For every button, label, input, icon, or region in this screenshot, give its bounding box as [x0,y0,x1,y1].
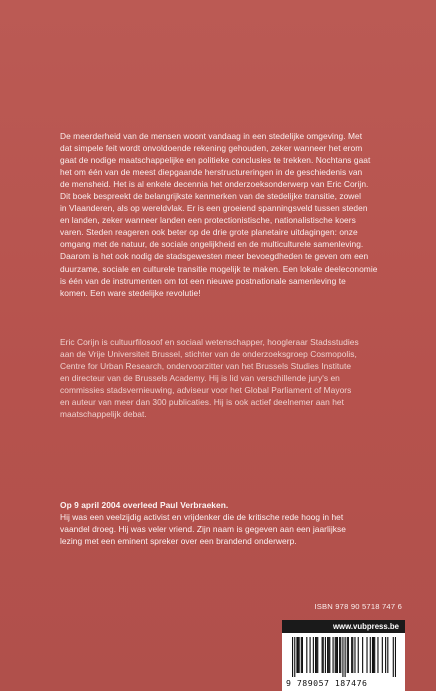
barcode-bar [362,637,363,673]
memorial-heading: Op 9 april 2004 overleed Paul Verbraeken. [60,500,229,510]
barcode-bar [395,637,396,677]
barcode-bar [373,637,374,673]
barcode-bar [317,637,318,673]
intro-line: het om één van de meest diepgaande herstructureringen in de geschiedenis van [60,167,363,178]
barcode-bars [292,637,396,677]
barcode-bar [340,637,341,673]
barcode-bar [301,637,302,673]
barcode-bar [382,637,383,673]
intro-line: De meerderheid van de mensen woont vandaag in een stedelijke omgeving. Met [60,131,363,141]
barcode-bar [354,637,355,673]
barcode-bar [385,637,386,673]
barcode-bar [366,637,367,673]
intro-line: gaat de nodige maatschappelijke en politieke conclusies te trekken. Nochtans gaat [60,155,371,166]
barcode-bar [323,637,324,673]
barcode-bar [337,637,338,673]
barcode-bar [351,637,352,673]
barcode-bar [310,637,311,673]
barcode-bar [358,637,359,673]
barcode-bar [315,637,316,673]
bio-line: en directeur van de Brussels Academy. Hij is lid van verschillende jury's en [60,373,340,384]
barcode-bar [374,637,375,673]
bio-line: Centre for Urban Research, ondervoorzitter van het Brussels Studies Institute [60,361,352,372]
barcode-bar [329,637,330,673]
barcode-bar [372,637,373,673]
barcode-bar [336,637,337,673]
barcode-bar [325,637,326,673]
barcode-bar [322,637,323,673]
author-bio [60,336,390,420]
bio-line: aan de Vrije Universiteit Brussel, stichter van de onderzoeksgroep Cosmopolis, [60,349,357,360]
barcode-box [282,620,405,691]
barcode-bar [370,637,371,673]
barcode-bar [345,637,346,677]
barcode-bar [316,637,317,673]
intro-line: en landen, zeker wanneer landen een protectionistische, nationalistische koers [60,215,356,226]
intro-line: komen. Een ware stedelijke revolutie! [60,287,201,298]
bio-line: en auteur van meer dan 300 publicaties. Hij is ook actief deelnemer aan het [60,397,345,408]
intro-text [60,130,390,299]
isbn-text: ISBN 978 90 5718 747 6 [314,602,402,611]
memorial-line: vaandel droeg. Hij was veler vriend. Zijn naam is gegeven aan een jaarlijkse [60,524,346,535]
intro-line: Dit boek bespreekt de belangrijkste kenmerken van de stedelijke transitie, zowel [60,191,362,202]
bio-line: commissies stadsvernieuwing, adviseur voor het Global Parliament of Mayors [60,385,352,396]
barcode-bar [328,637,329,673]
barcode-bar [302,637,303,673]
intro-line: is één van de instrumenten om tot een nieuwe postnationale samenleving te [60,275,346,286]
memorial-line: Hij was een veelzijdig activist en vrijdenker die de kritische rede hoog in het [60,512,344,523]
barcode-bar [393,637,394,677]
barcode-bar [348,637,349,673]
barcode-bar [297,637,298,673]
barcode-bar [313,637,314,673]
barcode-bar [292,637,293,677]
bio-line: maatschappelijk debat. [60,409,147,420]
barcode-bar [306,637,307,673]
barcode-digits: 9 789057 187476 [286,678,368,688]
memorial-line: lezing met een eminent spreker over een brandend onderwerp. [60,536,297,547]
barcode-bar [387,637,388,673]
intro-line: omgang met de natuur, de sociale ongelijkheid en de multiculturele samenleving. [60,239,364,250]
barcode-bar [352,637,353,673]
barcode-bar [347,637,348,673]
barcode-bar [377,637,378,673]
intro-line: Daarom is het ook nodig de stadsgewesten meer bevoegdheden te geven om een [60,251,369,262]
barcode-bar [299,637,300,673]
barcode-bar [327,637,328,673]
barcode-bar [296,637,297,673]
publisher-website: www.vubpress.be [282,620,405,633]
intro-line: varen. Steden reageren ook beter op de drie grote planetaire uitdagingen: onze [60,227,358,238]
intro-line: in Vlaanderen, als op wereldvlak. Er is een groeiend spanningsveld tussen steden [60,203,368,214]
bio-line: Eric Corijn is cultuurfilosoof en sociaal wetenschapper, hoogleraar Stadsstudies [60,337,359,347]
intro-line: duurzame, sociale en culturele transitie mogelijk te maken. Een lokale deeleconomie [60,263,378,274]
barcode-bar [339,637,340,673]
intro-line: de mensheid. Het is al enkele decennia het onderzoeksonderwerp van Eric Corijn. [60,179,369,190]
memorial-note [60,499,390,547]
barcode-bar [335,637,336,673]
barcode-bar [333,637,334,673]
intro-line: dat simpele feit wordt onvoldoende rekening gehouden, zeker wanneer het erom [60,143,363,154]
barcode-bar [294,637,295,677]
barcode-bar [342,637,343,677]
